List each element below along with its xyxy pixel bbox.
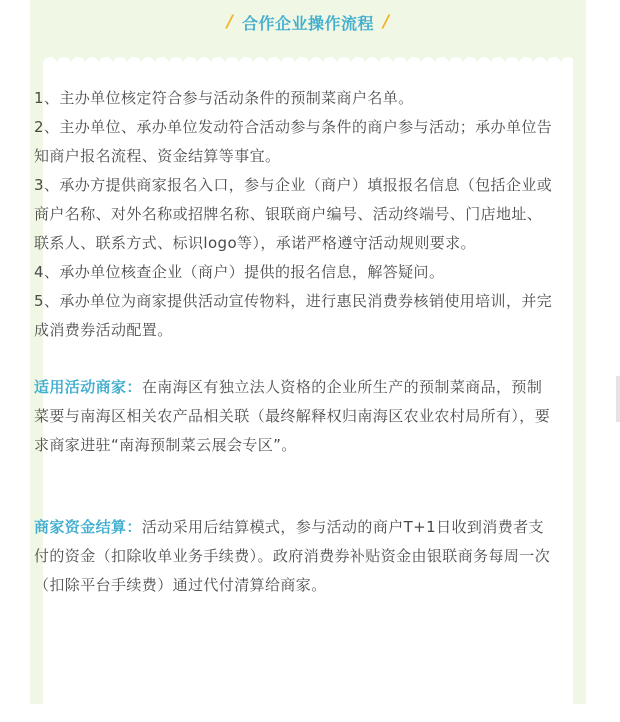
settlement-text: 活动采用后结算模式，参与活动的商户T+1日收到消费者支付的资金（扣除收单业务手续费）。政府消费券补贴资金由银联商务每周一次（扣除平台手续费）通过代付清算给商家。 [34,518,551,594]
settlement-label: 商家资金结算： [34,518,142,536]
merchants-text: 在南海区有独立法人资格的企业所生产的预制菜商品，预制菜要与南海区相关农产品相关联（最终解释权归南海区农业农村局所有），要求商家进驻“南海预制菜云展会专区”。 [34,378,551,454]
section-title: 合作企业操作流程 [241,13,374,33]
settlement-paragraph [34,513,556,600]
step-5: 5、承办单位为商家提供活动宣传物料，进行惠民消费券核销使用培训，并完成消费券活动配置。 [34,292,553,339]
step-3: 3、承办方提供商家报名入口，参与企业（商户）填报报名信息（包括企业或商户名称、对外名称或招牌名称、银联商户编号、活动终端号、门店地址、联系人、联系方式、标识logo等），承诺严格遵守活动规则要求。 [34,176,553,252]
left-slash-icon: / [226,12,233,32]
step-2: 2、主办单位、承办单位发动符合活动参与条件的商户参与活动；承办单位告知商户报名流程、资金结算等事宜。 [34,118,553,165]
step-4: 4、承办单位核查企业（商户）提供的报名信息，解答疑问。 [34,263,445,281]
content-body [34,84,556,600]
right-slash-icon: / [383,12,390,32]
merchants-label: 适用活动商家： [34,378,142,396]
merchants-paragraph [34,373,556,460]
scroll-indicator [616,376,620,422]
step-1: 1、主办单位核定符合参与活动条件的预制菜商户名单。 [34,89,414,107]
section-header [30,0,586,44]
